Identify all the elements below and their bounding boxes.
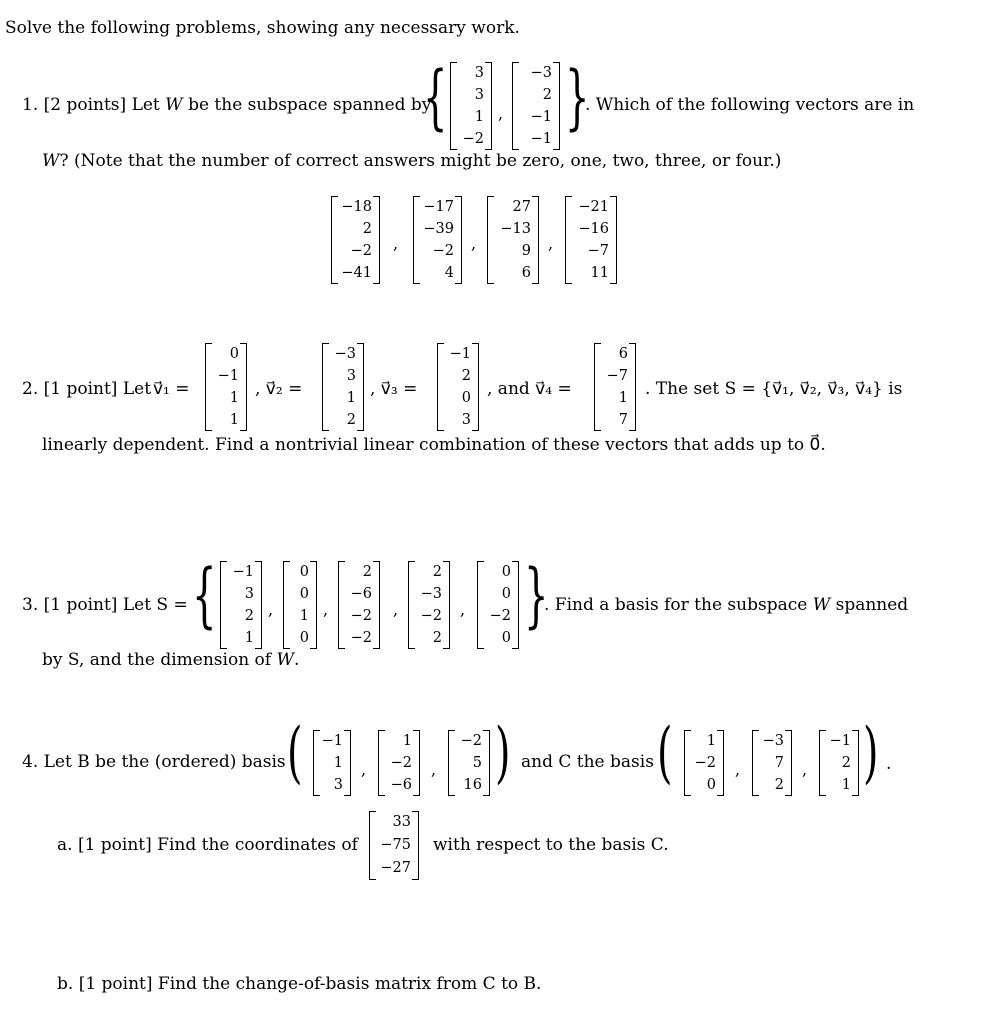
p1-right-brace: } [565, 56, 590, 138]
p4a-vector [369, 811, 419, 880]
matrix-entry: 2 [461, 367, 471, 384]
matrix-entry: 0 [501, 585, 511, 602]
comma: , [323, 600, 329, 619]
p3-tail2: spanned [835, 595, 909, 615]
matrix-entry: −27 [380, 860, 411, 877]
matrix-entry: 3 [474, 64, 484, 81]
matrix-entry: 1 [229, 389, 239, 406]
p2-v2-vector [322, 343, 364, 431]
matrix-entry: 0 [501, 629, 511, 646]
matrix-entry: −2 [350, 607, 372, 624]
matrix-entry: 5 [472, 754, 482, 771]
comma: , [802, 760, 808, 779]
matrix-entry: −6 [350, 585, 372, 602]
matrix-entry: −2 [350, 629, 372, 646]
matrix-entry: 0 [299, 585, 309, 602]
matrix-entry: −1 [449, 345, 471, 362]
matrix-entry: −1 [530, 130, 552, 147]
matrix-entry: −1 [829, 732, 851, 749]
matrix-entry: −1 [232, 563, 254, 580]
matrix-entry: −39 [423, 220, 454, 237]
p4-b-vector-3 [448, 730, 490, 796]
p1-lead: 1. [2 points] Let [22, 95, 160, 115]
p1-line2-var: W [42, 151, 60, 171]
intro-text: Solve the following problems, showing any necessary work. [5, 18, 520, 38]
matrix-entry: 7 [618, 411, 628, 428]
matrix-entry: 6 [618, 345, 628, 362]
matrix-entry: 1 [474, 108, 484, 125]
comma: , [361, 760, 367, 779]
matrix-entry: −1 [321, 732, 343, 749]
matrix-entry: 2 [346, 411, 356, 428]
p2-v4-vector [594, 343, 636, 431]
matrix-entry: 6 [521, 264, 531, 281]
comma: , [268, 600, 274, 619]
matrix-entry: −13 [500, 220, 531, 237]
matrix-entry: 0 [706, 776, 716, 793]
matrix-entry: −7 [606, 367, 628, 384]
comma: , [735, 760, 741, 779]
matrix-entry: 2 [841, 754, 851, 771]
p4a-lead: a. [1 point] Find the coordinates of [57, 835, 358, 855]
p2-lead: 2. [1 point] Let [22, 379, 152, 399]
p3-vector-3 [338, 561, 380, 649]
p3-vector-5 [477, 561, 519, 649]
p4-b-right-paren: ) [495, 714, 511, 791]
matrix-entry: −1 [217, 367, 239, 384]
matrix-entry: 3 [333, 776, 343, 793]
matrix-entry: 3 [474, 86, 484, 103]
p2-v3-label: , v⃗₃ = [370, 379, 418, 399]
matrix-entry: 1 [333, 754, 343, 771]
p3-vector-1 [220, 561, 262, 649]
p1-candidate-2 [413, 196, 462, 284]
matrix-entry: 1 [299, 607, 309, 624]
matrix-entry: −3 [762, 732, 784, 749]
matrix-entry: −17 [423, 198, 454, 215]
matrix-entry: 1 [346, 389, 356, 406]
matrix-entry: 7 [774, 754, 784, 771]
p1-candidate-1 [331, 196, 380, 284]
matrix-entry: 1 [841, 776, 851, 793]
matrix-entry: 16 [463, 776, 482, 793]
p4-c-vector-1 [684, 730, 724, 796]
p2-line2: linearly dependent. Find a nontrivial linear combination of these vectors that adds up to 0⃗. [42, 435, 826, 455]
p3-tail-var: W [812, 595, 831, 615]
matrix-entry: −3 [420, 585, 442, 602]
comma: , [548, 234, 554, 253]
p1-tail: . Which of the following vectors are in [585, 95, 915, 115]
matrix-entry: −6 [390, 776, 412, 793]
p4a-tail: with respect to the basis C. [433, 835, 669, 855]
matrix-entry: 27 [512, 198, 531, 215]
matrix-entry: 3 [346, 367, 356, 384]
p1-span-vector-2 [512, 62, 560, 150]
p4-b-left-paren: ( [287, 714, 303, 791]
matrix-entry: −2 [390, 754, 412, 771]
p4b-text: b. [1 point] Find the change-of-basis matrix from C to B. [57, 974, 542, 994]
matrix-entry: 2 [432, 563, 442, 580]
p1-candidate-4 [565, 196, 617, 284]
matrix-entry: 1 [244, 629, 254, 646]
matrix-entry: 2 [362, 220, 372, 237]
p1-left-brace: { [423, 56, 448, 138]
matrix-entry: 0 [299, 629, 309, 646]
matrix-entry: 2 [542, 86, 552, 103]
matrix-entry: 1 [402, 732, 412, 749]
matrix-entry: −2 [432, 242, 454, 259]
p1-line2-text: ? (Note that the number of correct answers might be zero, one, two, three, or four.) [59, 151, 782, 171]
p2-v3-vector [437, 343, 479, 431]
p3-line2-text: by S, and the dimension of [42, 650, 272, 670]
matrix-entry: 1 [229, 411, 239, 428]
matrix-entry: −41 [341, 264, 372, 281]
p4-lead: 4. Let B be the (ordered) basis [22, 752, 286, 772]
matrix-entry: 2 [244, 607, 254, 624]
matrix-entry: 3 [461, 411, 471, 428]
p3-tail-line [544, 597, 908, 614]
p3-left-brace: { [192, 554, 217, 636]
matrix-entry: 0 [229, 345, 239, 362]
matrix-entry: 0 [299, 563, 309, 580]
matrix-entry: −75 [380, 837, 411, 854]
matrix-entry: 2 [432, 629, 442, 646]
p2-v1-vector [205, 343, 247, 431]
comma: , [498, 104, 504, 123]
p4-c-right-paren: ) [863, 714, 879, 791]
matrix-entry: 33 [392, 814, 411, 831]
matrix-entry: 1 [706, 732, 716, 749]
p3-right-brace: } [524, 554, 549, 636]
matrix-entry: 0 [501, 563, 511, 580]
comma: , [460, 600, 466, 619]
p3-lead: 3. [1 point] Let S = [22, 595, 188, 615]
p1-line2 [42, 153, 781, 170]
matrix-entry: −21 [578, 198, 609, 215]
matrix-entry: −3 [530, 64, 552, 81]
matrix-entry: 0 [461, 389, 471, 406]
p2-v1-label: v⃗₁ = [153, 379, 190, 399]
matrix-entry: 2 [774, 776, 784, 793]
matrix-entry: 2 [362, 563, 372, 580]
p3-tail: . Find a basis for the subspace [544, 595, 808, 615]
p1-mid: be the subspace spanned by [188, 95, 432, 115]
matrix-entry: −3 [334, 345, 356, 362]
comma: , [431, 760, 437, 779]
matrix-entry: 9 [521, 242, 531, 259]
p1-line1 [22, 97, 431, 114]
p3-line2-end: . [293, 650, 300, 670]
matrix-entry: −2 [460, 732, 482, 749]
p4-c-vector-2 [752, 730, 792, 796]
p4-c-vector-3 [819, 730, 859, 796]
p1-span-vector-1 [450, 62, 492, 150]
p2-v2-label: , v⃗₂ = [255, 379, 303, 399]
p1-var-w: W [165, 95, 183, 115]
matrix-entry: −16 [578, 220, 609, 237]
comma: , [471, 234, 477, 253]
p3-line2-var: W [276, 650, 294, 670]
matrix-entry: −7 [587, 242, 609, 259]
matrix-entry: −1 [530, 108, 552, 125]
p3-vector-2 [283, 561, 317, 649]
matrix-entry: −2 [420, 607, 442, 624]
matrix-entry: −2 [350, 242, 372, 259]
p4-b-vector-2 [378, 730, 420, 796]
p1-candidate-3 [487, 196, 539, 284]
matrix-entry: 3 [244, 585, 254, 602]
matrix-entry: −2 [694, 754, 716, 771]
matrix-entry: −2 [462, 130, 484, 147]
p2-tail: . The set S = {v⃗₁, v⃗₂, v⃗₃, v⃗₄} is [645, 379, 903, 399]
matrix-entry: −18 [341, 198, 372, 215]
p4-c-left-paren: ( [657, 714, 673, 791]
p2-v4-label: , and v⃗₄ = [487, 379, 572, 399]
p3-line2 [42, 652, 299, 669]
period: . [886, 754, 892, 774]
matrix-entry: 4 [444, 264, 454, 281]
p4-mid: and C the basis [521, 752, 654, 772]
matrix-entry: 1 [618, 389, 628, 406]
p4-b-vector-1 [313, 730, 351, 796]
matrix-entry: 11 [590, 264, 609, 281]
comma: , [393, 234, 399, 253]
matrix-entry: −2 [489, 607, 511, 624]
comma: , [393, 600, 399, 619]
p3-vector-4 [408, 561, 450, 649]
